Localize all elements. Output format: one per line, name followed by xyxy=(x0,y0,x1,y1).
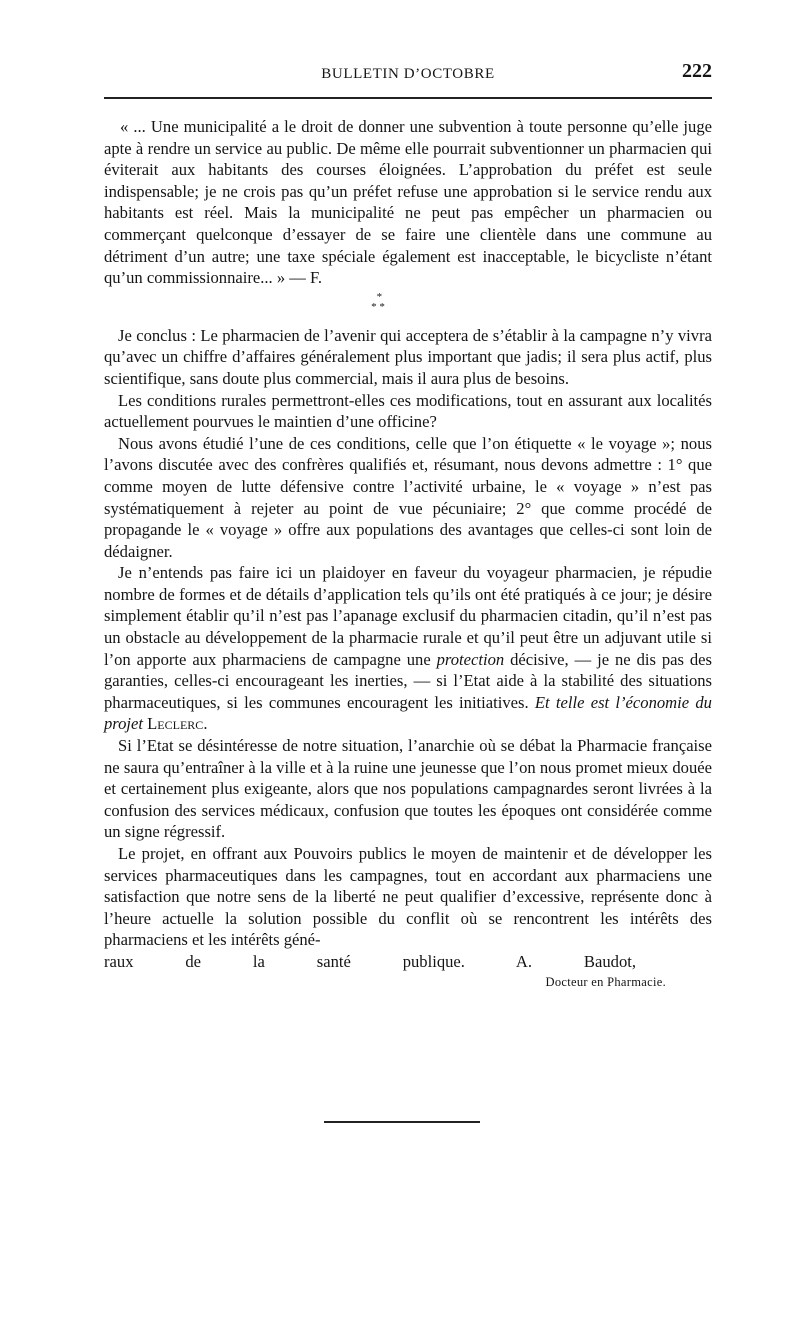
paragraph-conditions: Les conditions rurales permettront-elles ces modifications, tout en assurant aux localités actuellement pourvues le maintien d’une officine? xyxy=(104,390,712,432)
signature-name: A. Baudot, xyxy=(515,951,636,971)
body-text xyxy=(104,116,712,991)
closing-line xyxy=(104,951,712,973)
asterism-glyph: * * * xyxy=(371,290,385,313)
paragraph-voyage: Nous avons étudié l’une de ces conditions, celle que l’on étiquette « le voyage »; nous l’avons discutée avec des confrères qualifiés et, résumant, nous devons admettre : 1° que comme moyen de lutte défensive contre l’activité urbaine, le « voyage » n’est pas systématiquement à rejeter au point de vue pécuniaire; 2° que comme procédé de propagande le « voyage » offre aux populations des avantages que celles-ci sont loin de dédaigner. xyxy=(104,433,712,561)
paragraph-plaidoyer xyxy=(104,562,712,735)
emphasis-protection: protection xyxy=(436,649,505,669)
plaidoyer-text-1: Je n’entends pas faire ici un plaidoyer en faveur du voyageur pharmacien, je répudie nombre de formes et de détails d’application tels qu’ils ont été pratiqués à ce jour; je désire simplement établir qu’il n’est pas l’apanage exclusif du pharmacien citadin, qu’il n’est pas un obstacle au développement de la pharmacie rurale et qu’il peut être un adjuvant utile si l’on apporte aux pharmaciens de campagne une xyxy=(104,563,712,669)
asterism-divider xyxy=(104,289,712,325)
paragraph-conclusion: Je conclus : Le pharmacien de l’avenir qui acceptera de s’établir à la campagne n’y vivra qu’avec un chiffre d’affaires généralement plus important que jadis; il sera plus actif, plus scientifique, sans doute plus commercial, mais il aura plus de besoins. xyxy=(104,325,712,388)
projet-name: Leclerc xyxy=(147,714,204,734)
page-number: 222 xyxy=(682,60,712,82)
quoted-letter: « ... Une municipalité a le droit de donner une subvention à toute personne qu’elle juge apte à rendre un service au public. De même elle pourrait subventionner un pharmacien qui éviterait aux habitants des courses éloignées. L’approbation du préfet est seule indispensable; je ne crois pas qu’un préfet refuse une approbation si le service rendu aux habitants est réel. Mais la municipalité ne peut pas empêcher un pharmacien ou commerçant quelconque d’essayer de se faire une clientèle dans une commune au détriment d’un autre; une taxe spéciale également est inacceptable, le bicycliste n’étant qu’un commissionnaire... » — F. xyxy=(104,117,712,288)
paragraph-projet: Le projet, en offrant aux Pouvoirs publics le moyen de maintenir et de développer les services pharmaceutiques dans les campagnes, tout en accordant aux pharmaciens une satisfaction que notre sens de la liberté ne peut qualifier d’excessive, représente donc à l’heure actuelle la solution possible du conflit où se rencontrent les intérêts des pharmaciens et les intérêts géné- xyxy=(104,844,712,950)
projet-end: . xyxy=(203,714,208,734)
signature-title: Docteur en Pharmacie. xyxy=(545,974,666,989)
running-header xyxy=(104,60,712,88)
projet-italic: Et telle est l’économie du projet xyxy=(104,692,712,734)
header-rule xyxy=(104,97,712,99)
closing-text: raux de la santé publique. xyxy=(104,951,465,971)
end-rule xyxy=(324,1121,480,1123)
paragraph-etat: Si l’Etat se désintéresse de notre situation, l’anarchie où se débat la Pharmacie française ne saura qu’entraîner à la ville et à la ruine une jeunesse que l’on nous promet mieux douée et certainement plus exigeante, alors que nos populations campagnardes seront livrées à la confusion des services médicaux, confusion que toutes les époques ont considérée comme un signe régressif. xyxy=(104,736,712,842)
running-title: BULLETIN D’OCTOBRE xyxy=(321,66,495,82)
plaidoyer-text-2: décisive, — je ne dis pas des garanties, celles-ci encourageant les inerties, — si l’Etat aide à la stabilité des situations pharmaceutiques, si les communes encouragent les initiatives. xyxy=(104,649,713,712)
